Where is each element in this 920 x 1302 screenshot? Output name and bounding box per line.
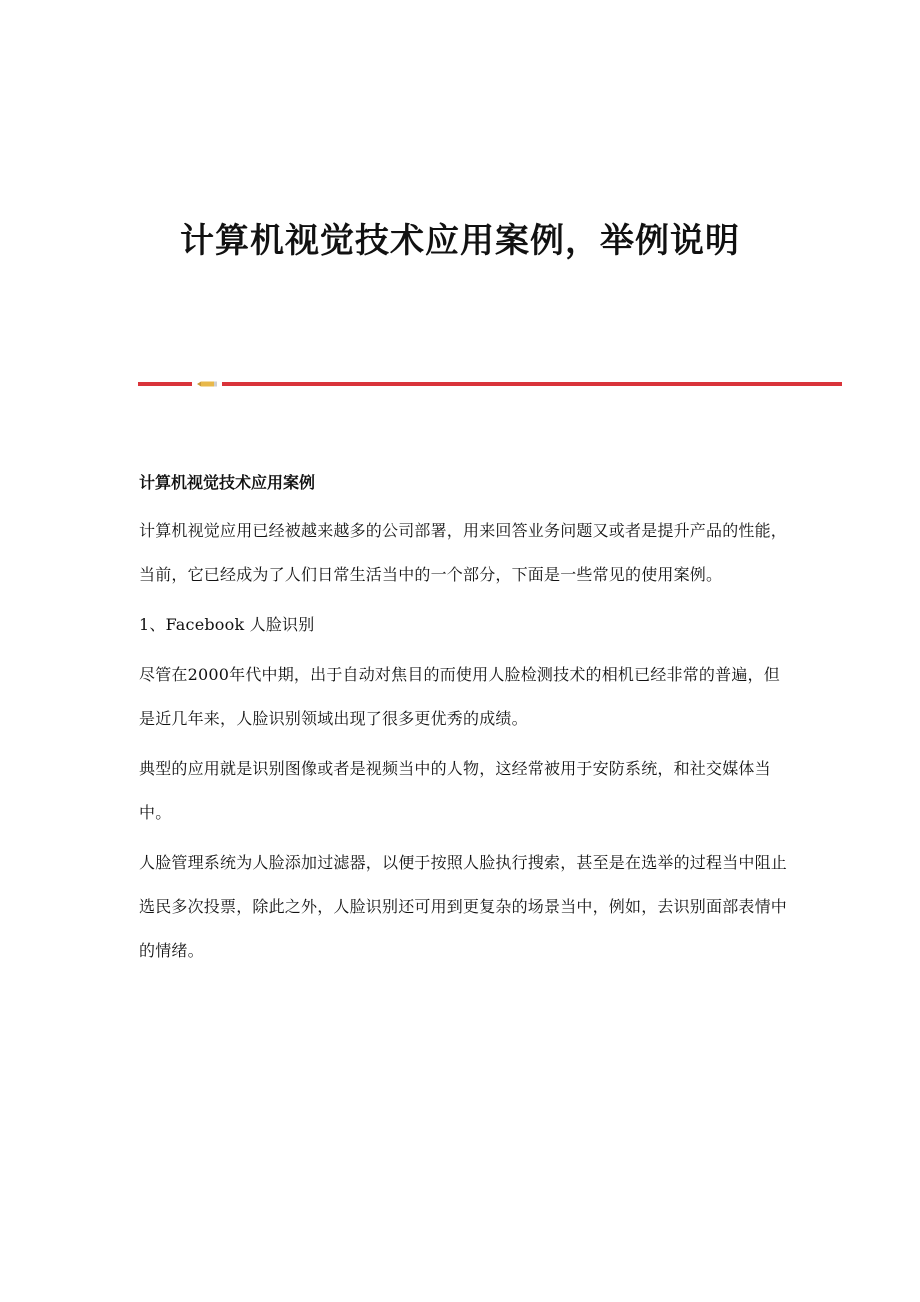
document-body — [139, 469, 789, 979]
divider-bar-right — [222, 382, 842, 386]
paragraph-face-management: 人脸管理系统为人脸添加过滤器，以便于按照人脸执行搜索，甚至是在选举的过程当中阻止选民多次投票，除此之外，人脸识别还可用到更复杂的场景当中，例如，去识别面部表情中的情绪。 — [139, 853, 788, 960]
paragraph-typical-use: 典型的应用就是识别图像或者是视频当中的人物，这经常被用于安防系统，和社交媒体当中。 — [139, 759, 771, 822]
paragraph-intro: 计算机视觉应用已经被越来越多的公司部署，用来回答业务问题又或者是提升产品的性能，当前，它已经成为了人们日常生活当中的一个部分，下面是一些常见的使用案例。 — [139, 521, 788, 584]
pencil-icon — [197, 381, 217, 387]
divider-bar-left — [138, 382, 192, 386]
title-divider — [138, 380, 842, 388]
paragraph-facebook-heading: 1、Facebook 人脸识别 — [139, 615, 315, 634]
paragraph-history: 尽管在2000年代中期，出于自动对焦目的而使用人脸检测技术的相机已经非常的普遍，但是近几年来，人脸识别领域出现了很多更优秀的成绩。 — [139, 665, 780, 728]
page-title: 计算机视觉技术应用案例，举例说明 — [180, 221, 740, 261]
section-heading: 计算机视觉技术应用案例 — [139, 473, 316, 492]
